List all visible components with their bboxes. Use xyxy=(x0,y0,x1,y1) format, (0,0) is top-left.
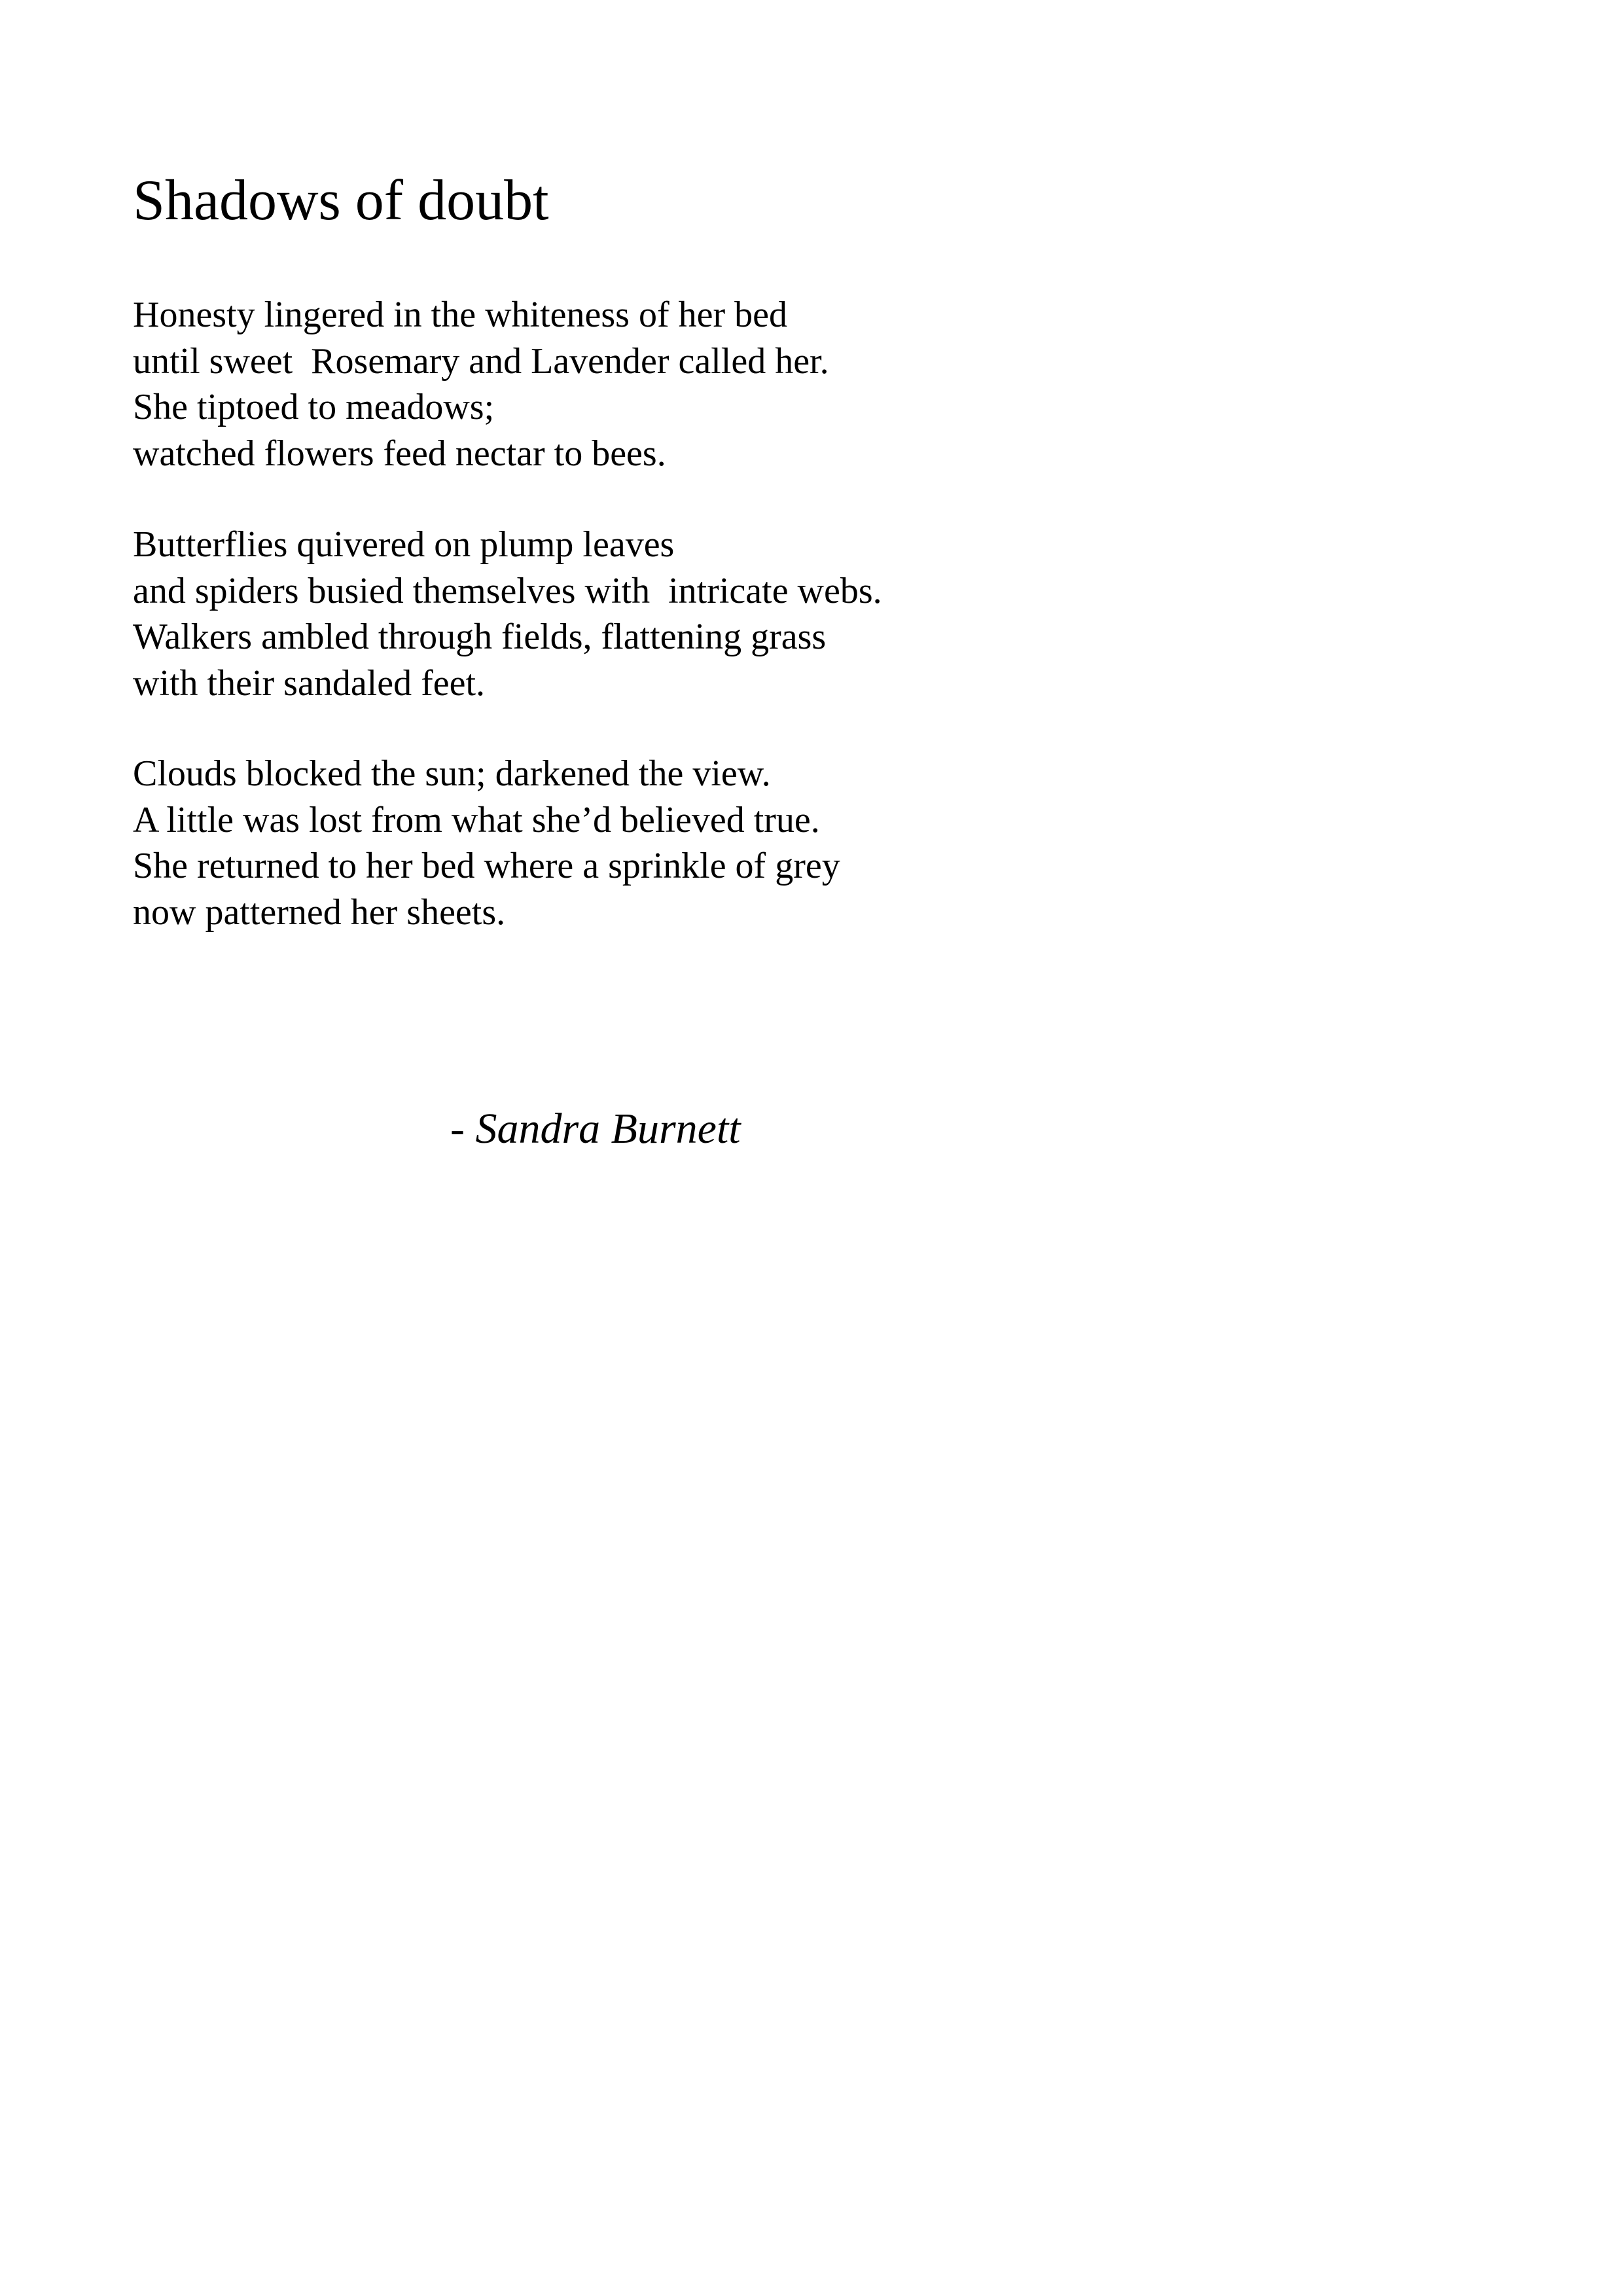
poem-line: until sweet Rosemary and Lavender called her. xyxy=(133,340,829,382)
stanza-1 xyxy=(133,292,829,476)
poem-line: now patterned her sheets. xyxy=(133,891,506,933)
poem-line: Butterflies quivered on plump leaves xyxy=(133,524,675,565)
poem-line: A little was lost from what she’d believed true. xyxy=(133,799,820,840)
poem-title: Shadows of doubt xyxy=(133,169,549,232)
poem-line: Clouds blocked the sun; darkened the view. xyxy=(133,753,771,794)
poem-line: Honesty lingered in the whiteness of her bed xyxy=(133,295,787,335)
poem-line: She tiptoed to meadows; xyxy=(133,387,495,427)
poem-line: with their sandaled feet. xyxy=(133,662,486,704)
poem-line: Walkers ambled through fields, flattening grass xyxy=(133,617,827,657)
poem-line: She returned to her bed where a sprinkle of grey xyxy=(133,846,840,886)
poem-line: and spiders busied themselves with intricate webs. xyxy=(133,570,882,611)
stanza-3 xyxy=(133,751,840,935)
author-dash: - xyxy=(450,1105,476,1153)
stanza-2 xyxy=(133,522,882,706)
author-attribution xyxy=(450,1103,741,1155)
poem-line: watched flowers feed nectar to bees. xyxy=(133,433,666,474)
author-name: Sandra Burnett xyxy=(475,1105,741,1153)
